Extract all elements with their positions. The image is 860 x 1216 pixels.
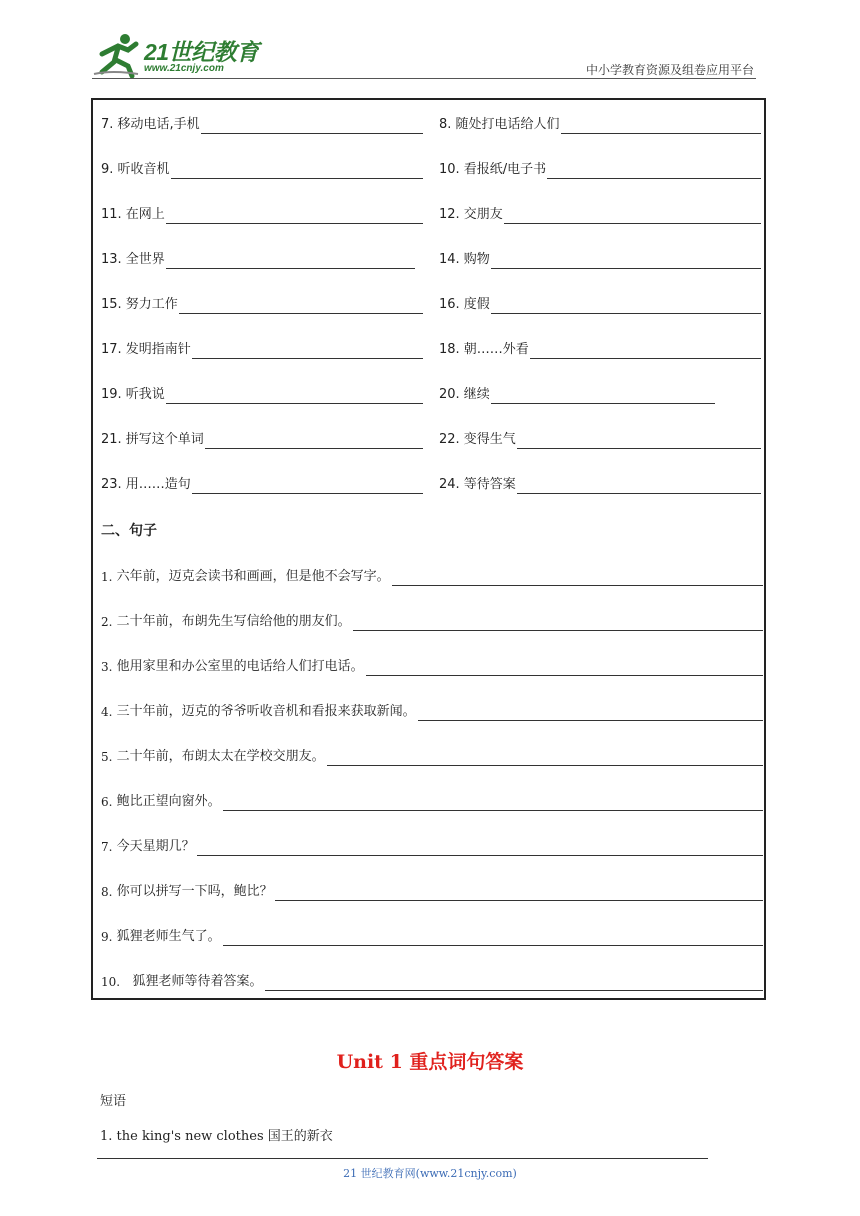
answer-blank[interactable] [418,706,763,721]
sentence-row: 3. 他用家里和办公室里的电话给人们打电话。 [101,656,763,676]
phrase-row: 11. 在网上 [101,204,423,224]
answer-blank[interactable] [366,661,763,676]
phrase-row: 13. 全世界 [101,249,415,269]
answer-blank[interactable] [392,571,763,586]
answer-blank[interactable] [171,164,423,179]
answer-section-title: Unit 1 重点词句答案 [336,1051,524,1073]
answer-blank[interactable] [223,931,763,946]
answer-blank[interactable] [491,299,761,314]
phrase-row: 17. 发明指南针 [101,339,423,359]
sentence-row: 1. 六年前，迈克会读书和画画，但是他不会写字。 [101,566,763,586]
phrase-row: 12. 交朋友 [439,204,761,224]
logo-text: 21世纪教育 [144,39,259,65]
phrase-row: 20. 继续 [439,384,715,404]
phrase-row: 16. 度假 [439,294,761,314]
site-logo [92,32,262,80]
phrase-row: 18. 朝……外看 [439,339,761,359]
answer-blank[interactable] [561,119,761,134]
answer-blank[interactable] [166,209,423,224]
sentence-row: 6. 鲍比正望向窗外。 [101,791,763,811]
answer-blank[interactable] [327,751,763,766]
sentence-row: 2. 二十年前，布朗先生写信给他的朋友们。 [101,611,763,631]
answer-blank[interactable] [275,886,763,901]
answer-subtitle: 短语 [100,1094,127,1109]
answer-blank[interactable] [192,344,423,359]
phrase-row: 7. 移动电话,手机 [101,114,423,134]
sentence-row: 9. 狐狸老师生气了。 [101,926,763,946]
answer-blank[interactable] [265,976,763,991]
sentence-row: 7. 今天星期几？ [101,836,763,856]
answer-blank[interactable] [530,344,761,359]
footer-text[interactable]: 21 世纪教育网(www.21cnjy.com) [343,1167,517,1180]
header-platform-text: 中小学教育资源及组卷应用平台 [585,63,754,77]
phrase-row: 14. 购物 [439,249,761,269]
sentence-row: 8. 你可以拼写一下吗，鲍比？ [101,881,763,901]
phrase-row: 9. 听收音机 [101,159,423,179]
phrase-row: 19. 听我说 [101,384,423,404]
answer-blank[interactable] [192,479,423,494]
phrase-row: 15. 努力工作 [101,294,423,314]
phrase-row: 23. 用……造句 [101,474,423,494]
answer-blank[interactable] [197,841,763,856]
phrase-row: 8. 随处打电话给人们 [439,114,761,134]
answer-blank[interactable] [166,254,415,269]
phrase-row: 22. 变得生气 [439,429,761,449]
phrase-row: 21. 拼写这个单词 [101,429,423,449]
answer-blank[interactable] [491,389,715,404]
sentence-row: 10. 狐狸老师等待着答案。 [101,971,763,991]
answer-blank[interactable] [517,434,761,449]
sentence-row: 5. 二十年前，布朗太太在学校交朋友。 [101,746,763,766]
answer-blank[interactable] [353,616,763,631]
section-title-sentences: 二、句子 [101,523,157,539]
answer-item: 1. the king's new clothes 国王的新衣 [100,1129,333,1144]
footer-divider [97,1158,708,1159]
answer-blank[interactable] [517,479,761,494]
answer-blank[interactable] [179,299,423,314]
answer-blank[interactable] [201,119,423,134]
runner-logo-icon [92,32,142,78]
sentence-row: 4. 三十年前，迈克的爷爷听收音机和看报来获取新闻。 [101,701,763,721]
answer-blank[interactable] [491,254,761,269]
logo-url: www.21cnjy.com [144,63,224,74]
worksheet-box [91,98,766,1000]
answer-blank[interactable] [547,164,761,179]
phrase-row: 10. 看报纸/电子书 [439,159,761,179]
answer-blank[interactable] [223,796,763,811]
answer-blank[interactable] [166,389,423,404]
phrase-row: 24. 等待答案 [439,474,761,494]
header-divider [92,78,756,79]
answer-blank[interactable] [205,434,423,449]
answer-blank[interactable] [504,209,761,224]
